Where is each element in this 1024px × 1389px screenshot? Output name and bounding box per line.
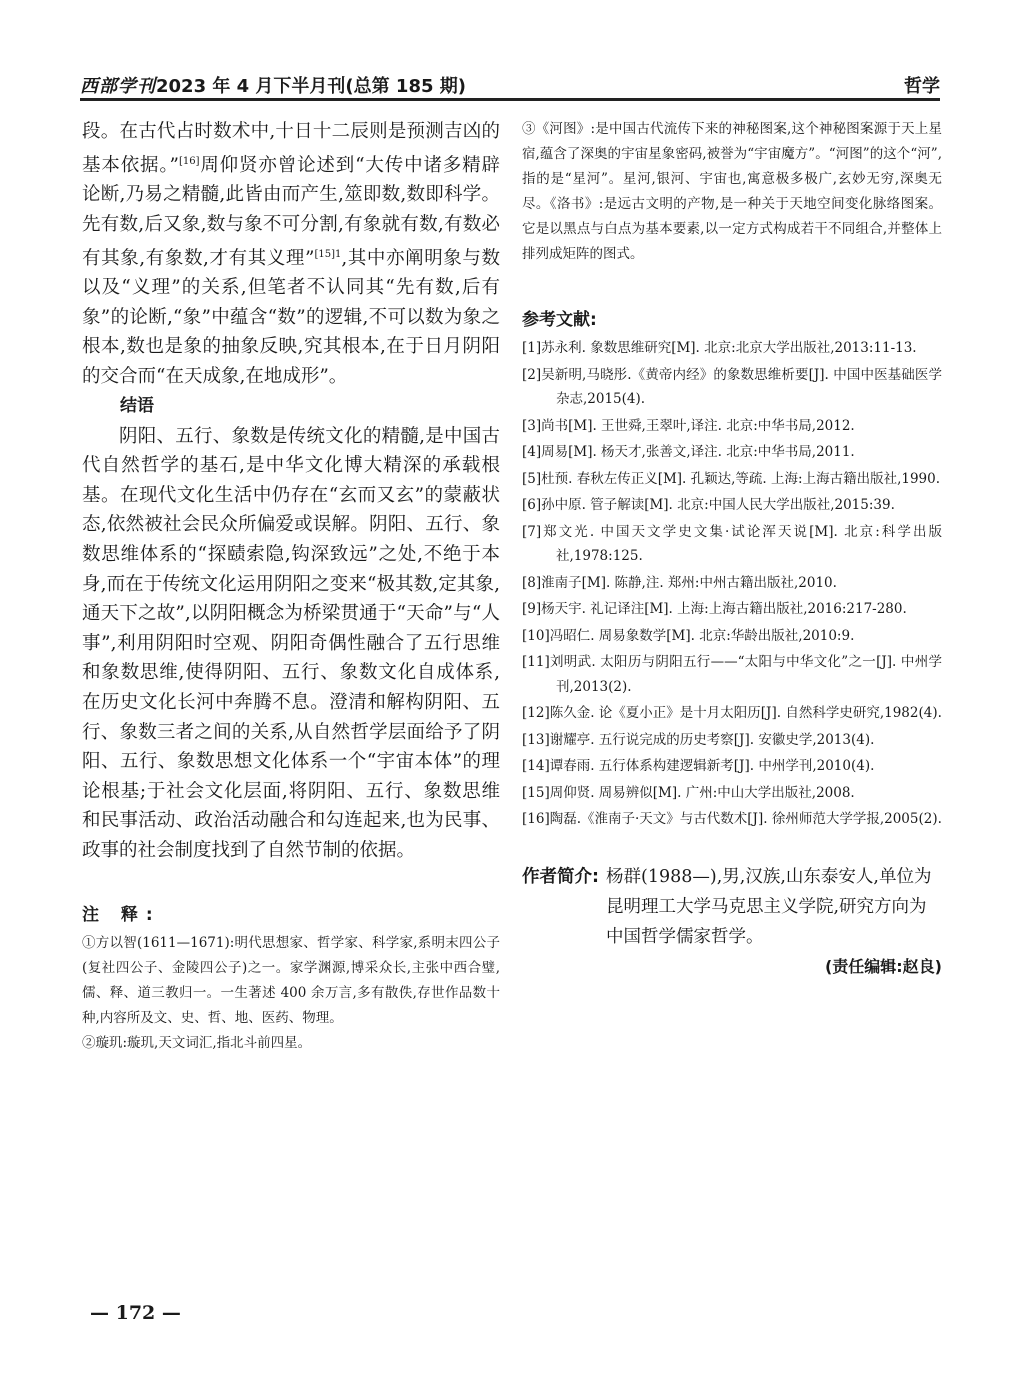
- conclusion-paragraph: [82, 422, 500, 866]
- note-2: ②璇玑:璇玑,天文词汇,指北斗前四星。: [82, 1034, 312, 1051]
- reference-item: [6]孙中原. 管子解读[M]. 北京:中国人民大学出版社,2015:39.: [522, 497, 895, 513]
- author-label: 作者简介:: [522, 866, 599, 887]
- left-column: [82, 117, 500, 1056]
- note-1: ①方以智(1611—1671):明代思想家、哲学家、科学家,系明末四公子(复社四公子、金陵四公子)之一。家学渊源,博采众长,主张中西合璧,儒、释、道三教归一。一生著述 400 余万言,多有散佚,存世作品数十种,内容所及文、史、哲、地、医药、物理。: [82, 934, 500, 1026]
- reference-item: [8]淮南子[M]. 陈静,注. 郑州:中州古籍出版社,2010.: [522, 574, 837, 591]
- journal-issue-line: [80, 72, 466, 98]
- running-header: [80, 70, 940, 101]
- reference-item: [10]冯昭仁. 周易象数学[M]. 北京:华龄出版社,2010:9.: [522, 627, 855, 644]
- note-3: ③《河图》:是中国古代流传下来的神秘图案,这个神秘图案源于天上星宿,蕴含了深奥的宇宙星象密码,被誉为“宇宙魔方”。“河图”的这个“河”,指的是“星河”。星河,银河、宇宙也,寓意极多极广,玄妙无穷,深奥无尽。《洛书》:是远古文明的产物,是一种关于天地空间变化脉络图案。它是以黑点与白点为基本要素,以一定方式构成若干不同组合,并整体上排列成矩阵的图式。: [522, 121, 942, 262]
- references-heading: 参考文献:: [522, 310, 597, 330]
- author-bio: [522, 862, 942, 952]
- right-column: [522, 117, 942, 977]
- page-number: — 172 —: [90, 1302, 181, 1324]
- notes-heading: 注 释:: [82, 904, 161, 925]
- reference-item: [16]陶磊.《淮南子·天文》与古代数术[J]. 徐州师范大学学报,2005(2).: [522, 811, 942, 827]
- reference-item: [2]吴新明,马晓彤.《黄帝内经》的象数思维析要[J]. 中国中医基础医学杂志,2015(4).: [522, 366, 942, 407]
- para1-text-b: 周仰贤亦曾论述到“大传中诸多精辟论断,乃易之精髓,此皆由而产生,筮即数,数即科学。先有数,后又象,数与象不可分割,有象就有数,有数必有其象,有象数,才有其义理”: [82, 154, 500, 269]
- reference-item: [1]苏永利. 象数思维研究[M]. 北京:北京大学出版社,2013:11-13.: [522, 340, 917, 356]
- author-text: 杨群(1988—),男,汉族,山东泰安人,单位为昆明理工大学马克思主义学院,研究方向为中国哲学儒家哲学。: [606, 866, 932, 947]
- citation-sup: [15]1: [314, 248, 342, 260]
- reference-item: [5]杜预. 春秋左传正义[M]. 孔颖达,等疏. 上海:上海古籍出版社,1990.: [522, 470, 941, 487]
- conclusion-text: 阴阳、五行、象数是传统文化的精髓,是中国古代自然哲学的基石,是中华文化博大精深的承载根基。在现代文化生活中仍存在“玄而又玄”的蒙蔽状态,依然被社会民众所偏爱或误解。阴阳、五行、象数思维体系的“探赜索隐,钩深致远”之处,不绝于本身,而在于传统文化运用阴阳之变来“极其数,定其象,通天下之故”,以阴阳概念为桥梁贯通于“天命”与“人事”,利用阴阳时空观、阴阳奇偶性融合了五行思维和象数思维,使得阴阳、五行、象数文化自成体系,在历史文化长河中奔腾不息。澄清和解构阴阳、五行、象数三者之间的关系,从自然哲学层面给予了阴阳、五行、象数思想文化体系一个“宇宙本体”的理论根基;于社会文化层面,将阴阳、五行、象数思维和民事活动、政治活动融合和勾连起来,也为民事、政事的社会制度找到了自然节制的依据。: [82, 425, 500, 861]
- body-paragraph-1: [82, 117, 500, 392]
- issue-info: 2023 年 4 月下半月刊(总第 185 期): [156, 76, 466, 97]
- reference-item: [14]谭春雨. 五行体系构建逻辑新考[J]. 中州学刊,2010(4).: [522, 758, 875, 774]
- reference-list: [522, 336, 942, 832]
- reference-item: [7]郑文光. 中国天文学史文集·试论浑天说[M]. 北京:科学出版社,1978:125.: [522, 523, 942, 564]
- para1-text-c: ,其中亦阐明象与数以及“义理”的关系,但笔者不认同其“先有数,后有象”的论断,“象”中蕴含“数”的逻辑,不可以数为象之根本,数也是象的抽象反映,究其根本,在于日月阴阳的交合而“在天成象,在地成形”。: [82, 247, 500, 388]
- reference-item: [13]谢耀亭. 五行说完成的历史考察[J]. 安徽史学,2013(4).: [522, 731, 875, 748]
- reference-item: [3]尚书[M]. 王世舜,王翠叶,译注. 北京:中华书局,2012.: [522, 417, 855, 434]
- section-label: 哲学: [904, 76, 940, 97]
- reference-item: [12]陈久金. 论《夏小正》是十月太阳历[J]. 自然科学史研究,1982(4).: [522, 705, 942, 721]
- journal-logo: 西部学刊: [80, 76, 156, 97]
- reference-item: [15]周仰贤. 周易辨似[M]. 广州:中山大学出版社,2008.: [522, 784, 855, 801]
- citation-sup: [16]: [178, 155, 200, 167]
- reference-item: [4]周易[M]. 杨天才,张善文,译注. 北京:中华书局,2011.: [522, 444, 855, 460]
- reference-item: [9]杨天宇. 礼记译注[M]. 上海:上海古籍出版社,2016:217-280.: [522, 601, 907, 617]
- reference-item: [11]刘明武. 太阳历与阴阳五行——“太阳与中华文化”之一[J]. 中州学刊,2013(2).: [522, 654, 942, 695]
- para1-text: 段。在古代占时数术中,十日十二辰则是预测吉凶的基本依据。”: [82, 121, 500, 176]
- editor-credit: (责任编辑:赵良): [824, 956, 942, 976]
- conclusion-heading: 结语: [120, 395, 154, 416]
